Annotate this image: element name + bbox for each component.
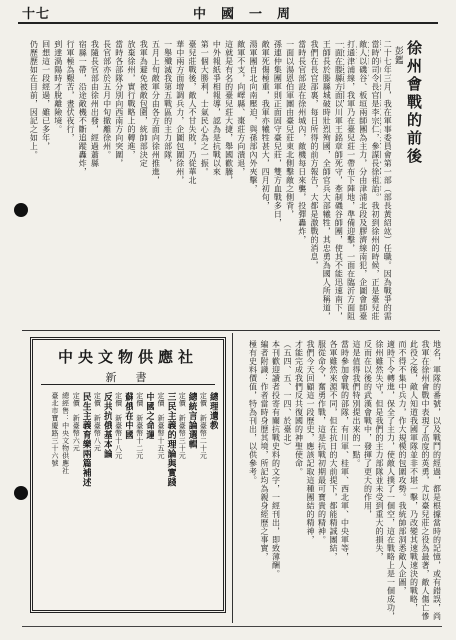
text-column: 仍歷歷如在目前，因記之如上。: [29, 40, 39, 159]
text-column: 極有史料價值，特為刊出，以供參考。: [248, 340, 258, 485]
ad-book-price: 定價 新臺幣六元: [72, 392, 81, 452]
ad-book-price: 定價 新臺幣二十元: [199, 392, 208, 460]
text-column: 此役之後，敵人知道我國軍隊並非不堪一擊，乃改變其速戰速決的戰略，: [409, 340, 419, 612]
text-column: 編者附識：作者當時身歷其境，所記均為親身經歷之事實，: [260, 340, 269, 561]
ad-book-price: 定價 新臺幣十二元: [135, 392, 144, 460]
text-column: 五月上旬敵軍分由各方面向徐州推進，: [151, 40, 161, 185]
text-column: 回想這一段經過，雖已多年，: [41, 40, 51, 151]
text-column: 各軍雖然來源不同，但在抗日的大前提下，都能精誠團結，: [329, 340, 338, 561]
ad-book-price: 定價 新臺幣十八元: [114, 392, 123, 460]
text-column: 適時下令轉進，保全了主力，使敵人撲了一個空，這在戰略上是一個成功，: [386, 340, 396, 621]
text-column: 當時參加會戰的部隊，有川軍、桂軍、西北軍、中央軍等，: [340, 340, 350, 561]
text-column: 中外報紙爭相報導，認為是抗戰以來: [212, 40, 222, 176]
text-column: 我們今天回顧這一段歷史，應該記取這種團結的精神，: [306, 340, 315, 544]
text-column: 當時的司令長官是李宗仁，參謀長徐祖詒。我初到徐州的時候，正是臺兒莊: [370, 40, 380, 321]
ad-rule: [41, 384, 215, 385]
ad-book-title: 中國之命運: [144, 392, 155, 440]
ad-book-title: 總理遺教: [208, 392, 218, 430]
text-column: 打通津浦線，我軍乃在臺兒莊一帶布下陣地，準備迎擊，一面在臨沂方面阻: [346, 40, 356, 321]
text-column: 第一個大勝利，士氣民心為之一振。: [200, 40, 210, 176]
text-column: 我隨長官部由徐州出發，經過蕭縣: [90, 40, 100, 168]
ad-book-price: 臺北市寶慶路三十六號: [51, 392, 59, 467]
journal-name: 中 國 一 周: [193, 7, 292, 22]
text-column: 我們在長官部裏，每日所得的前方報告，大都是激戰的消息，: [309, 40, 319, 270]
section-divider: [22, 330, 440, 331]
ad-book-title: 反共抗俄基本論: [102, 392, 112, 459]
page-number: 十七: [22, 7, 51, 22]
ad-book-price: 定價 新臺幣十五元: [157, 392, 165, 460]
text-column: 當時各部隊分別向西南方向突圍，: [114, 40, 124, 168]
text-column: 這是值得我們特別提出來的一點。: [352, 340, 361, 468]
text-column: 一面在滕縣方面以川軍王銘章師死守，牽制磯谷師團，使其不能迅速南下，: [334, 40, 344, 321]
text-column: 我軍在徐州會戰中表現了高度的英勇，尤以臺兒莊之役為最著，敵人傷亡慘: [421, 340, 430, 621]
column-divider: [232, 333, 233, 623]
ad-book-price: 定價 新臺幣三十元: [178, 392, 187, 460]
text-column: （五四、五、一四、於臺北）: [283, 340, 292, 451]
text-column: 孫連仲集團軍則正面固守臺兒莊，雙方血戰多日，: [273, 40, 283, 227]
ad-subtitle: 新 書: [105, 371, 151, 384]
page-footer-rule: [22, 626, 442, 635]
text-column: 這就是有名的臺兒莊大捷，舉國歡騰，: [224, 40, 234, 185]
text-column: 才能完成我們反共復國的神聖使命。: [294, 340, 304, 476]
article-author: 彭鑑: [393, 46, 403, 65]
text-column: 我軍為避免被敵包圍，統帥部決定: [139, 40, 149, 168]
text-column: 湯軍團自北向南壓迫，與孫部內外夾擊，: [248, 40, 258, 193]
text-column: 宿縣一帶，沿途敵機不斷追蹤轟炸，: [78, 40, 88, 176]
text-column: 行軍極為艱苦，晝伏夜行，: [65, 40, 75, 142]
text-column: 華中兩方面增調兵力，企圖包圍徐州，: [175, 40, 185, 185]
text-column: 當時長官部設在徐州城內，敵機每日來襲，投彈轟炸，: [297, 40, 307, 244]
ad-book-price: 總經售：中央文物供應社: [61, 392, 70, 475]
advertisement: [30, 337, 226, 613]
binding-hole-icon: [14, 486, 28, 500]
ad-publisher-name: 中央文物供應社: [57, 348, 198, 366]
text-column: 徐州雖然失守，但是我們的主力部隊並未受到重大的損失，: [375, 340, 384, 561]
text-column: 服從命令，奮勇作戰，這是抗戰初期最可寶貴的精神。: [317, 340, 327, 544]
text-column: 放棄徐州，實行戰略上的轉進，: [126, 40, 136, 159]
text-column: 王師長於滕縣城破時壯烈殉國，全師官兵大部犧牲，其忠勇為國人所稱道，: [322, 40, 332, 321]
text-column: 二十七年三月，我在軍事委員會第一部（部長黃紹竑）任職。因為戰爭的需: [383, 40, 393, 321]
text-column: 而不得不集中兵力，作大規模的包圍攻勢。我統帥部洞悉敵人企圖，: [398, 340, 407, 595]
text-column: 一面以湯恩伯軍團由臺兒莊東北側擊敵之側背，: [285, 40, 295, 219]
text-column: 地名，軍隊的番號，以及戰鬥的經過，都是根據當時的記憶，或有錯誤，尚: [432, 340, 442, 621]
ad-book-title: 蘇俄在中國: [123, 392, 134, 440]
article-title: 徐州會戰的前後: [405, 40, 423, 166]
text-column: 臺兒莊戰後，敵人不甘失敗，乃從華北: [187, 40, 197, 185]
ad-book-title: 總統言論選輯: [186, 392, 197, 449]
binding-hole-icon: [14, 203, 28, 217]
text-column: 敵軍不支，向嶧縣、棗莊方向潰退，: [236, 40, 246, 176]
text-column: 到達渦陽時才脫離險境。: [53, 40, 63, 134]
text-column: 敵人以磯谷、板垣兩師團為主力，分由津浦北段及膠濟線南犯，企圖會師臺: [358, 40, 368, 321]
ad-book-title: 三民主義的理論與實踐: [165, 392, 176, 487]
text-column: 本刊歡迎讀者投寄有關抗戰史料的文字，一經刊出，即致薄酬。: [271, 340, 281, 578]
text-column: 敵軍死傷極重，我軍亦犧牲甚大，四月初旬，: [261, 40, 271, 210]
running-header: [18, 0, 438, 24]
text-column: 一舉殲滅我第五戰區的主力部隊，: [163, 40, 173, 168]
ad-book-title: 民生主義育樂兩篇補述: [80, 392, 91, 487]
ad-book-price: 定價 新臺幣八元: [93, 392, 102, 452]
text-column: 反而在以後的武漢會戰中，發揮了更大的作用，: [363, 340, 373, 519]
text-column: 長官部亦於五月中旬撤離徐州。: [102, 40, 112, 159]
